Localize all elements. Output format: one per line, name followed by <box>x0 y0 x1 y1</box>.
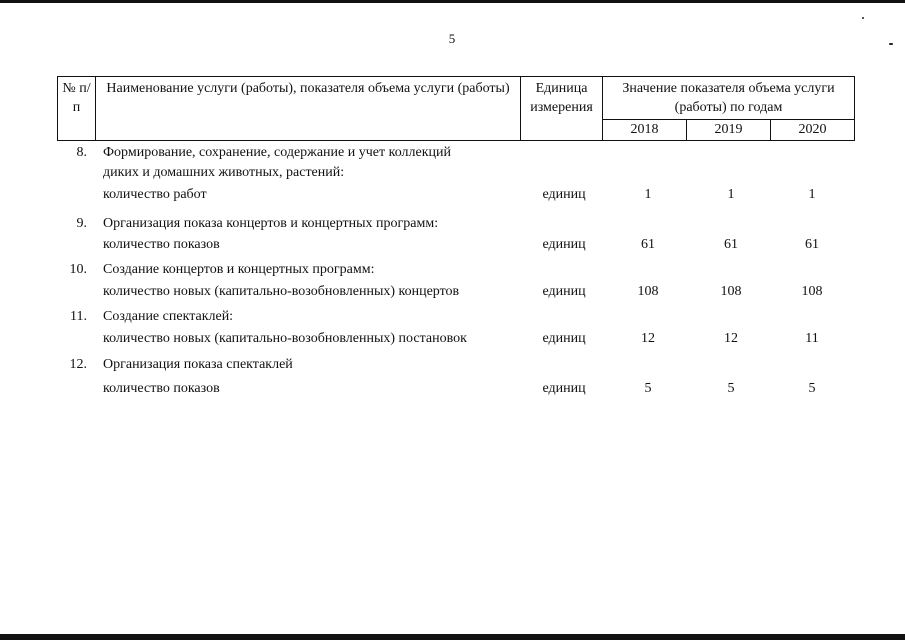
value-2018: 1 <box>644 187 652 202</box>
scan-speck <box>889 43 893 45</box>
value-2018: 108 <box>637 284 659 299</box>
row-number: 11. <box>70 309 87 324</box>
value-2019: 5 <box>727 381 735 396</box>
unit-cell: единиц <box>542 237 586 252</box>
page-number: 5 <box>448 31 456 46</box>
unit-cell: единиц <box>542 381 586 396</box>
service-name: Создание концертов и концертных программ: <box>103 262 375 277</box>
header-col-unit: Единица измерения <box>521 77 603 141</box>
table-header <box>57 76 855 141</box>
scan-speck <box>862 17 864 19</box>
unit-cell: единиц <box>542 284 586 299</box>
value-2020: 5 <box>808 381 816 396</box>
header-year-2018: 2018 <box>603 120 687 141</box>
indicator-name: количество работ <box>103 187 207 202</box>
indicator-name: количество показов <box>103 237 220 252</box>
unit-cell: единиц <box>542 187 586 202</box>
value-2020: 108 <box>801 284 823 299</box>
value-2018: 12 <box>641 331 655 346</box>
header-col-name: Наименование услуги (работы), показателя объема услуги (работы) <box>96 77 521 141</box>
value-2019: 108 <box>720 284 742 299</box>
value-2019: 12 <box>724 331 738 346</box>
value-2019: 1 <box>727 187 735 202</box>
indicator-name: количество новых (капитально-возобновленных) постановок <box>103 331 467 346</box>
row-number: 8. <box>76 145 87 160</box>
value-2020: 1 <box>808 187 816 202</box>
scan-bottom-edge <box>0 634 905 640</box>
row-number: 10. <box>69 262 87 277</box>
service-name: Формирование, сохранение, содержание и учет коллекций <box>103 145 451 160</box>
service-name: Организация показа спектаклей <box>103 357 293 372</box>
value-2020: 11 <box>805 331 819 346</box>
unit-cell: единиц <box>542 331 586 346</box>
value-2019: 61 <box>724 237 738 252</box>
service-name: диких и домашних животных, растений: <box>103 165 345 180</box>
service-name: Создание спектаклей: <box>103 309 234 324</box>
service-name: Организация показа концертов и концертных программ: <box>103 216 439 231</box>
value-2020: 61 <box>805 237 819 252</box>
value-2018: 61 <box>641 237 655 252</box>
header-year-2019: 2019 <box>687 120 771 141</box>
row-number: 12. <box>69 357 87 372</box>
header-year-2020: 2020 <box>771 120 855 141</box>
indicator-name: количество показов <box>103 381 220 396</box>
value-2018: 5 <box>644 381 652 396</box>
indicator-name: количество новых (капитально-возобновленных) концертов <box>103 284 460 299</box>
header-col-number: № п/п <box>58 77 96 141</box>
header-col-values: Значение показателя объема услуги (работы) по годам <box>603 77 855 120</box>
scan-top-edge <box>0 0 905 3</box>
row-number: 9. <box>76 216 87 231</box>
